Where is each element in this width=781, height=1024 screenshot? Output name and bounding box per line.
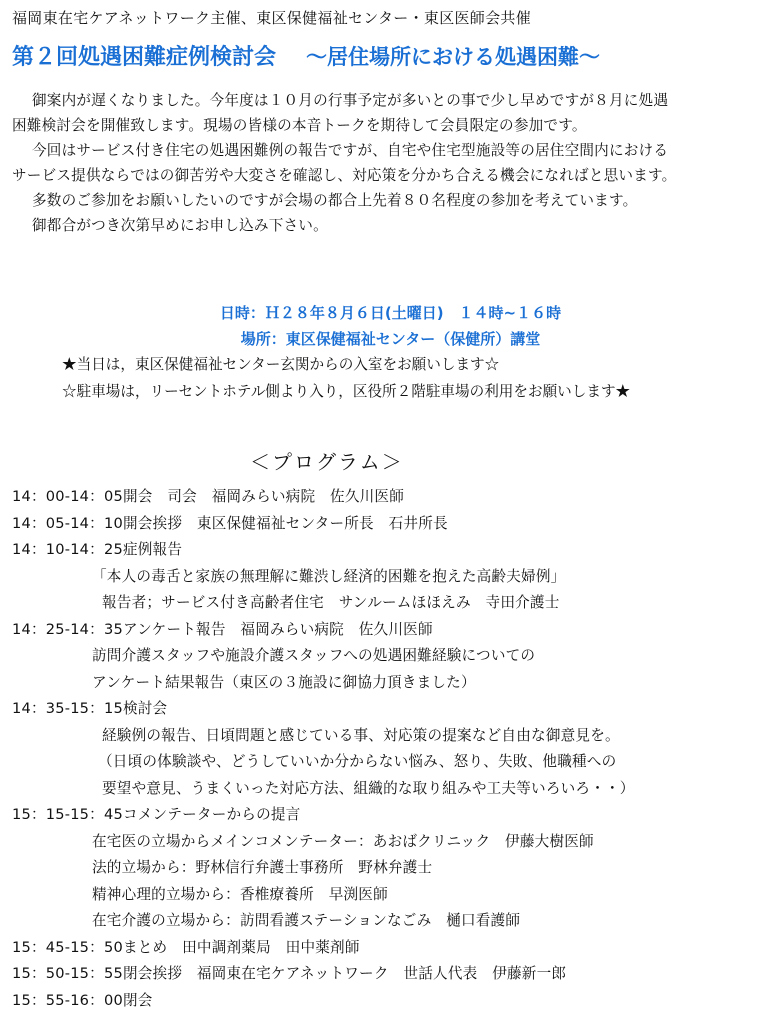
program-text: 検討会 (122, 700, 168, 717)
program-text: 開会 司会 福岡みらい病院 佐久川医師 (122, 488, 405, 505)
program-item (12, 776, 774, 803)
entrance-note: ★当日は，東区保健福祉センター玄関からの入室をお願いします☆ (62, 356, 500, 373)
program-time: 15：45-15：50 (12, 938, 123, 956)
program-item (12, 882, 774, 909)
program-text: アンケート報告 福岡みらい病院 佐久川医師 (122, 620, 433, 638)
program-item (12, 670, 774, 697)
program-time: 15：15-15：45 (12, 806, 123, 823)
intro-paragraph: サービス提供ならではの御苦労や大変さを確認し、対応策を分かち合える機会になればと思います。 (12, 167, 677, 184)
intro-paragraph: 御都合がつき次第早めにお申し込み下さい。 (32, 217, 328, 234)
program-time: 14：25-14：35 (12, 620, 123, 638)
title-main: 第２回処遇困難症例検討会 (12, 45, 277, 70)
program-item (12, 564, 774, 591)
program-item (12, 511, 774, 538)
parking-note: ☆駐車場は，リーセントホテル側より入り，区役所２階駐車場の利用をお願いします★ (62, 383, 631, 400)
program-item (12, 617, 774, 644)
program-time: 14：35-15：15 (12, 700, 123, 717)
program-time: 14：05-14：10 (12, 514, 123, 532)
program-time: 15：50-15：55 (12, 965, 123, 982)
program-text: 開会挨拶 東区保健福祉センター所長 石井所長 (122, 514, 448, 532)
intro-section (12, 88, 774, 238)
program-heading: ＜プログラム＞ (250, 450, 404, 474)
program-text: 症例報告 (122, 541, 183, 558)
program-text: 精神心理的立場から：香椎療養所 早渕医師 (92, 885, 388, 903)
program-text: （日頃の体験談や、どうしていいか分からない悩み、怒り、失敗、他職種への (98, 753, 617, 770)
program-item (12, 961, 774, 988)
program-text: コメンテーターからの提言 (122, 806, 301, 823)
intro-paragraph: 今回はサービス付き住宅の処遇困難例の報告ですが、自宅や住宅型施設等の居住空間内における (32, 142, 669, 159)
program-item (12, 829, 774, 856)
program-text: 要望や意見、うまくいった対応方法、組織的な取り組みや工夫等いろいろ・・） (102, 779, 635, 797)
event-notes (62, 351, 630, 405)
program-text: 報告者；サービス付き高齢者住宅 サンルームほほえみ 寺田介護士 (102, 594, 560, 611)
program-text: 閉会挨拶 福岡東在宅ケアネットワーク 世話人代表 伊藤新一郎 (122, 965, 567, 982)
program-text: アンケート結果報告（東区の３施設に御協力頂きました） (92, 673, 476, 691)
event-info (0, 300, 781, 352)
intro-paragraph: 多数のご参加をお願いしたいのですが会場の都合上先着８０名程度の参加を考えています。 (32, 192, 638, 209)
event-datetime: 日時：Ｈ２８年８月６日(土曜日) １４時~１６時 (219, 304, 562, 322)
program-text: 経験例の報告、日頃問題と感じている事、対応策の提案など自由な御意見を。 (102, 726, 620, 744)
program-item (12, 537, 774, 564)
program-item (12, 935, 774, 962)
program-text: まとめ 田中調剤薬局 田中薬剤師 (122, 938, 360, 956)
program-text: 閉会 (122, 991, 153, 1009)
program-item (12, 723, 774, 750)
program-item (12, 484, 774, 511)
intro-paragraph: 困難検討会を開催致します。現場の皆様の本音トークを期待して会員限定の参加です。 (12, 117, 587, 134)
program-item (12, 908, 774, 935)
intro-paragraph: 御案内が遅くなりました。今年度は１０月の行事予定が多いとの事で少し早めですが８月に処遇 (32, 92, 669, 109)
program-time: 14：10-14：25 (12, 541, 123, 558)
program-text: 「本人の毒舌と家族の無理解に難渋し経済的困難を抱えた高齢夫婦例」 (92, 567, 566, 585)
program-item (12, 696, 774, 723)
program-item (12, 643, 774, 670)
title-subtitle: ～居住場所における処遇困難～ (306, 45, 601, 69)
event-venue: 場所：東区保健福祉センター（保健所）講堂 (240, 330, 541, 348)
program-item (12, 988, 774, 1015)
program-time: 14：00-14：05 (12, 488, 123, 505)
program-time: 15：55-16：00 (12, 991, 123, 1009)
program-item (12, 749, 774, 776)
program-text: 訪問介護スタッフや施設介護スタッフへの処遇困難経験についての (92, 647, 536, 664)
page-title (12, 40, 600, 71)
program-text: 在宅医の立場からメインコメンテーター：あおばクリニック 伊藤大樹医師 (92, 832, 594, 850)
organizer-line: 福岡東在宅ケアネットワーク主催、東区保健福祉センター・東区医師会共催 (12, 9, 532, 27)
program-text: 法的立場から：野林信行弁護士事務所 野林弁護士 (92, 859, 433, 876)
program-text: 在宅介護の立場から：訪問看護ステーションなごみ 樋口看護師 (92, 912, 521, 929)
program-item (12, 802, 774, 829)
program-item (12, 590, 774, 617)
program-list (12, 484, 774, 1014)
program-item (12, 855, 774, 882)
